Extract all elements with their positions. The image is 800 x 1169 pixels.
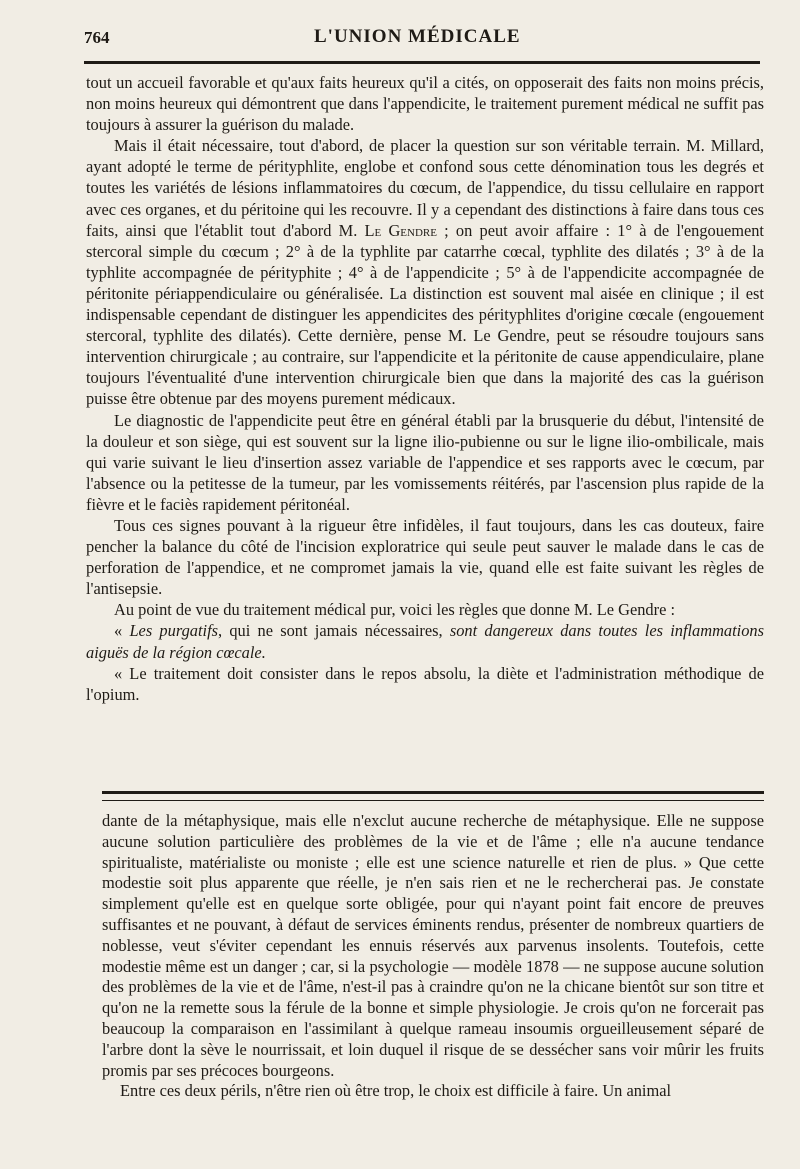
author-name-smallcaps: Le Gendre [364, 220, 437, 240]
article-paragraph-1: tout un accueil favorable et qu'aux faits heureux qu'il a cités, on opposerait des faits non moins précis, non moins heureux qui démontrent que dans l'appendicite, le traitement purement médical ne suffit pas toujours à assurer la guérison du malade. [86, 73, 764, 135]
article-paragraph-4: Tous ces signes pouvant à la rigueur être infidèles, il faut toujours, dans les cas douteux, faire pencher la balance du côté de l'incision exploratrice qui seule peut sauver le malade dans le cas de perforation de l'appendice, et ne compromet jamais la vie, quand elle est faite suivant les règles de l'antisepsie. [86, 515, 764, 599]
feuilleton-paragraph-2: Entre ces deux périls, n'être rien où être trop, le choix est difficile à faire. Un animal [120, 1081, 672, 1101]
article-paragraph-5: Au point de vue du traitement médical pur, voici les règles que donne M. Le Gendre : [114, 600, 676, 620]
quote-middle: , qui ne sont jamais nécessaires, [218, 621, 450, 641]
article-paragraph-2 [86, 135, 764, 409]
journal-title: L'UNION MÉDICALE [314, 26, 521, 47]
header-rule [84, 61, 760, 64]
quote-open: « [114, 621, 130, 641]
italic-purgatifs: Les purgatifs [129, 621, 219, 641]
article-paragraph-2-start: Mais il était nécessaire, tout d'abord, de placer la question sur son véritable terrain. M. Millard, ayant adopté le terme de pérityphlite, englobe et confond sous cette dénomination tous les degrés et toutes les variétés de lésions inflammatoires du cœcum, de l'appendice, du tissu cellulaire en rapport avec ces organes, et du péritoine qui les recouvre. Il y a cependant des distinctions à faire dans tous ces faits, ainsi que l'établit tout d'abord M. [86, 136, 764, 240]
article-paragraph-6 [86, 620, 764, 662]
article-paragraph-7: « Le traitement doit consister dans le repos absolu, la diète et l'administration méthodique de l'opium. [86, 663, 764, 704]
feuilleton-body [102, 811, 764, 1102]
italic-dangereux: sont dangereux dans toutes les inflammations aiguës de la région cœcale. [86, 621, 764, 662]
article-paragraph-3: Le diagnostic de l'appendicite peut être en général établi par la brusquerie du début, l'intensité de la douleur et son siège, qui est souvent sur la ligne ilio-pubienne ou sur le ligne ilio-ombilicale, mais qui varie suivant le lieu d'insertion assez variable de l'appendice et ses rapports avec le cœcum, par l'absence ou la petitesse de la tumeur, par les vomissements réitérés, par l'ascension plus rapide de la fièvre et le faciès rapidement péritonéal. [86, 410, 764, 514]
feuilleton-separator [102, 791, 764, 801]
article-body [86, 72, 764, 705]
article-paragraph-2-end: ; on peut avoir affaire : 1° à de l'engouement stercoral simple du cœcum ; 2° à de la typhlite par catarrhe cœcal, typhlite des dilatés ; 3° à de la typhlite accompagnée de pérityphite ; 4° à de l'appendicite ; 5° à de l'appendicite accompagnée de péritonite périappendiculaire ou généralisée. La distinction est souvent mal aisée en clinique ; il est indispensable cependant de distinguer les appendicites des pérityphlites d'origine cœcale (engouement stercoral, typhlite des dilatés). Cette dernière, pense M. Le Gendre, peut se résoudre toujours sans intervention chirurgicale ; au contraire, sur l'appendicite et la péritonite de cause appendiculaire, plane toujours l'éventualité d'une intervention chirurgicale bien que dans la majorité des cas la guérison puisse être obtenue par des moyens purement médicaux. [86, 220, 764, 409]
feuilleton-paragraph-1: dante de la métaphysique, mais elle n'exclut aucune recherche de métaphysique. Elle ne suppose aucune solution particulière des problèmes de la vie et de l'âme ; elle n'a aucune tendance spiritualiste, matérialiste ou moniste ; elle est une science naturelle et rien de plus. » Que cette modestie soit plus apparente que réelle, je n'en sais rien et ne le rechercherai pas. Je constate simplement qu'elle est en quelque sorte obligée, pour qui n'ayant point fait encore de preuves suffisantes et ne pouvant, à défaut de services éminents rendus, présenter de nombreux quartiers de noblesse, veut s'éviter cependant les ennuis réservés aux parvenus insolents. Toutefois, cette modestie même est un danger ; car, si la psychologie — modèle 1878 — ne suppose aucune solution des problèmes de la vie et de l'âme, n'est-il pas à craindre qu'on ne la chicane bientôt sur son titre et qu'on ne la remette sous la férule de la bonne et simple physiologie. Je crois qu'on ne forcerait pas beaucoup la comparaison en l'assimilant à quelque rameau insoumis orgueilleusement séparé de l'arbre dont la sève le nourrissait, et loin duquel il risque de se dessécher sans voir mûrir les fruits promis par ses précoces bourgeons. [102, 811, 764, 1080]
page-header [84, 24, 752, 52]
page-number: 764 [84, 28, 110, 47]
